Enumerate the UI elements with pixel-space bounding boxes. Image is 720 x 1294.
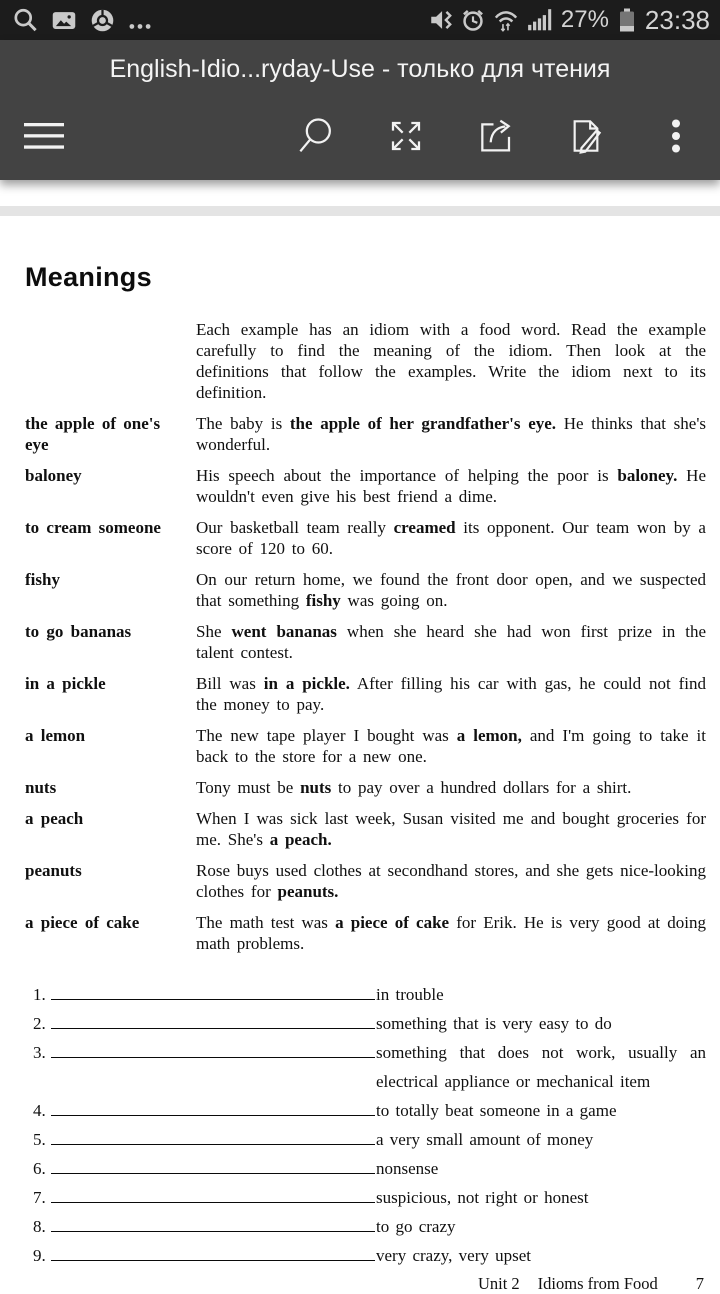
footer-chapter: Idioms from Food	[537, 1274, 658, 1293]
battery-percent: 27%	[560, 6, 609, 33]
idiom-term: a piece of cake	[25, 913, 140, 932]
page-footer	[25, 1274, 706, 1294]
clock: 23:38	[644, 4, 710, 35]
answer-blank	[51, 1115, 375, 1116]
search-button[interactable]	[296, 116, 336, 156]
menu-icon	[23, 119, 65, 153]
status-bar	[0, 0, 720, 40]
share-button[interactable]	[476, 116, 516, 156]
definition-text: to totally beat someone in a game	[376, 1101, 617, 1120]
answer-blank	[51, 999, 375, 1000]
chrome-icon	[89, 7, 116, 34]
idiom-term: fishy	[25, 570, 60, 589]
definition-row	[33, 1009, 706, 1038]
idiom-term: a peach	[25, 809, 84, 828]
edit-button[interactable]	[566, 116, 606, 156]
idiom-example: Bill was in a pickle. After filling his car with gas, he could not find the money to pay.	[196, 674, 707, 714]
intro-paragraph: Each example has an idiom with a food word. Read the example carefully to find the meaning of the idiom. Then look at the definitions that follow the examples. Write the idiom next to its definition.	[196, 320, 706, 402]
answer-blank	[51, 1028, 375, 1029]
definition-number: 6.	[33, 1159, 46, 1178]
more-notifications-icon	[127, 7, 153, 34]
definition-text: nonsense	[376, 1159, 439, 1178]
wifi-updown-icon	[492, 7, 520, 33]
definition-number: 8.	[33, 1217, 46, 1236]
definition-text: very crazy, very upset	[376, 1246, 531, 1265]
idiom-entry	[25, 465, 706, 507]
fullscreen-button[interactable]	[386, 116, 426, 156]
idiom-entries	[25, 413, 706, 954]
idiom-term: to go bananas	[25, 622, 132, 641]
idiom-example: The new tape player I bought was a lemon, and I'm going to take it back to the store for a new one.	[196, 726, 706, 766]
definition-row	[33, 1096, 706, 1125]
definition-text: something that does not work, usually an electrical appliance or mechanical item	[376, 1043, 706, 1091]
toolbar	[0, 98, 720, 180]
page-title: Meanings	[25, 262, 152, 292]
toolbar-actions	[296, 116, 696, 156]
idiom-term: to cream someone	[25, 518, 161, 537]
definition-number: 9.	[33, 1246, 46, 1265]
notification-icons	[12, 7, 153, 34]
idiom-example: The math test was a piece of cake for Erik. He is very good at doing math problems.	[196, 913, 707, 953]
definition-number: 5.	[33, 1130, 46, 1149]
definition-row	[33, 1183, 706, 1212]
definitions-list	[25, 980, 706, 1270]
idiom-entry	[25, 808, 706, 850]
idiom-example: When I was sick last week, Susan visited me and bought groceries for me. She's a peach.	[196, 809, 706, 849]
definition-row	[33, 1125, 706, 1154]
overflow-icon	[669, 116, 683, 156]
definition-number: 4.	[33, 1101, 46, 1120]
idiom-term: nuts	[25, 778, 57, 797]
definition-text: something that is very easy to do	[376, 1014, 612, 1033]
idiom-example: On our return home, we found the front door open, and we suspected that something fishy was going on.	[196, 570, 706, 610]
gallery-icon	[50, 7, 78, 34]
idiom-entry	[25, 413, 706, 455]
footer-page-number: 7	[695, 1274, 704, 1293]
idiom-term: baloney	[25, 466, 82, 485]
app-bar	[0, 40, 720, 180]
page-separator	[0, 206, 720, 216]
document-viewport[interactable]	[0, 206, 720, 1294]
edit-icon	[566, 116, 606, 156]
idiom-term: the apple of one's eye	[25, 414, 161, 454]
definition-number: 1.	[33, 985, 46, 1004]
definition-row	[33, 1212, 706, 1241]
idiom-term: a lemon	[25, 726, 86, 745]
definition-text: to go crazy	[376, 1217, 456, 1236]
idiom-entry	[25, 725, 706, 767]
idiom-entry	[25, 673, 706, 715]
menu-button[interactable]	[24, 116, 64, 156]
answer-blank	[51, 1231, 375, 1232]
answer-blank	[51, 1173, 375, 1174]
idiom-example: Our basketball team really creamed its opponent. Our team won by a score of 120 to 60.	[196, 518, 706, 558]
search-icon	[296, 116, 336, 156]
definition-number: 3.	[33, 1043, 46, 1062]
document-title: English-Idio...ryday-Use - только для чтения	[109, 54, 611, 83]
idiom-entry	[25, 569, 706, 611]
search-icon	[12, 7, 39, 34]
definition-row	[33, 1241, 706, 1270]
answer-blank	[51, 1260, 375, 1261]
idiom-entry	[25, 621, 706, 663]
answer-blank	[51, 1057, 375, 1058]
idiom-example: She went bananas when she heard she had won first prize in the talent contest.	[196, 622, 706, 662]
definition-number: 2.	[33, 1014, 46, 1033]
definition-number: 7.	[33, 1188, 46, 1207]
signal-icon	[526, 7, 553, 33]
idiom-term: peanuts	[25, 861, 82, 880]
idiom-example: Tony must be nuts to pay over a hundred dollars for a shirt.	[196, 778, 632, 797]
definition-text: suspicious, not right or honest	[376, 1188, 589, 1207]
document-page	[0, 262, 720, 1294]
idiom-term: in a pickle	[25, 674, 106, 693]
alarm-icon	[460, 7, 486, 33]
idiom-example: The baby is the apple of her grandfather's eye. He thinks that she's wonderful.	[196, 414, 706, 454]
definition-text: a very small amount of money	[376, 1130, 594, 1149]
idiom-entry	[25, 860, 706, 902]
answer-blank	[51, 1144, 375, 1145]
answer-blank	[51, 1202, 375, 1203]
footer-unit: Unit 2	[477, 1274, 520, 1293]
idiom-entry	[25, 517, 706, 559]
definition-text: in trouble	[376, 985, 444, 1004]
idiom-entry	[25, 912, 706, 954]
definition-row	[33, 980, 706, 1009]
idiom-example: His speech about the importance of helping the poor is baloney. He wouldn't even give his best friend a dime.	[196, 466, 707, 506]
definition-row	[33, 1038, 706, 1096]
share-icon	[476, 116, 516, 156]
idiom-example: Rose buys used clothes at secondhand stores, and she gets nice-looking clothes for peanuts.	[196, 861, 706, 901]
definition-row	[33, 1154, 706, 1183]
idiom-entry	[25, 777, 706, 798]
battery-icon	[617, 6, 637, 34]
fullscreen-icon	[386, 116, 426, 156]
status-indicators	[428, 5, 710, 36]
overflow-menu-button[interactable]	[656, 116, 696, 156]
mute-vibrate-icon	[428, 7, 454, 33]
